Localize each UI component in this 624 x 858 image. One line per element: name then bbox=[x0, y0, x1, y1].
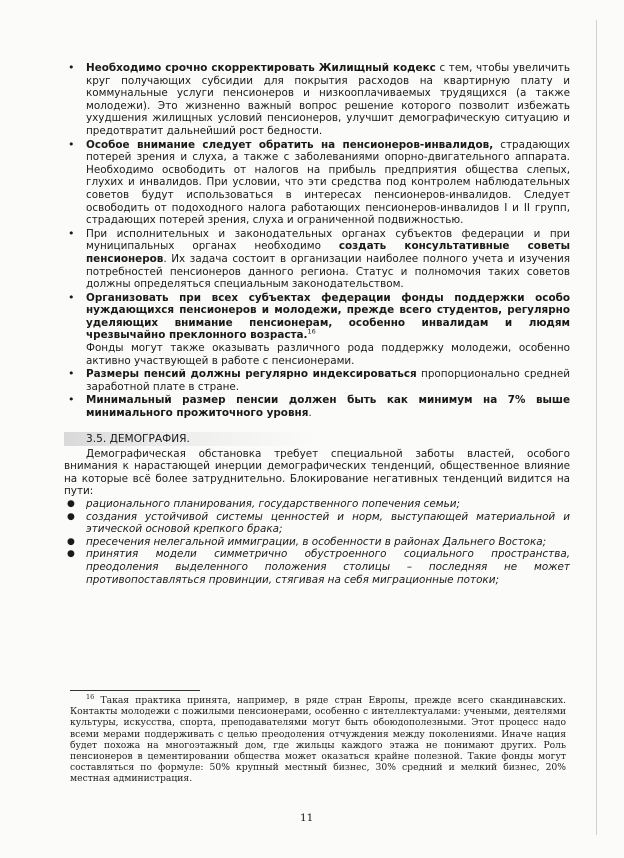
bullet-icon: ● bbox=[67, 549, 75, 560]
list-item bbox=[64, 548, 570, 586]
bold-lead: создать консультативные советы пенсионеров bbox=[86, 240, 570, 265]
item-text: принятия модели симметрично обустроенного социального пространства, преодоления выделенного положения столицы – последняя не может противопоставляться провинции, стягивая на себя миграционные потоки; bbox=[86, 548, 570, 586]
bullet-icon: • bbox=[68, 137, 75, 151]
bullet-icon: • bbox=[68, 393, 75, 407]
list-item bbox=[64, 368, 570, 393]
section-paragraph: Демографическая обстановка требует специальной заботы властей, особого внимания к нарастающей инерции демографических тенденций, общественное влияние на которые всё более затруднительно. Блокирование негативных тенденций видится на пути: bbox=[64, 447, 570, 498]
item-text: При исполнительных и законодательных органах субъектов федерации и при муниципальных органах необходимо bbox=[86, 227, 570, 253]
footnote-divider bbox=[70, 690, 200, 691]
footnote bbox=[70, 692, 566, 785]
bold-lead: Особое внимание следует обратить на пенсионеров-инвалидов, bbox=[86, 138, 494, 151]
bold-lead: Минимальный размер пенсии должен быть как минимум на 7% выше минимального прожиточного уровня bbox=[86, 394, 570, 420]
bullet-icon: • bbox=[68, 226, 75, 240]
list-item bbox=[64, 228, 570, 291]
list-item bbox=[64, 292, 570, 368]
item-text: рационального планирования, государственного попечения семьи; bbox=[86, 498, 460, 510]
recommendations-list bbox=[64, 62, 570, 420]
bullet-icon: • bbox=[68, 61, 75, 74]
measures-list bbox=[64, 498, 570, 586]
item-text: создания устойчивой системы ценностей и норм, выступающей материальной и этической основой крепкого брака; bbox=[86, 510, 570, 536]
bold-lead: Организовать при всех субъектах федерации фонды поддержки особо нуждающихся пенсионеров и молодежи, прежде всего студентов, регулярно уделяющих внимание пенсионерам, особенно инвалидам и людям чрезвычайно преклонного возраста. bbox=[86, 291, 570, 342]
item-text: пресечения нелегальной иммиграции, в особенности в районах Дальнего Востока; bbox=[86, 535, 547, 548]
list-item bbox=[64, 139, 570, 227]
page-number: 11 bbox=[300, 812, 314, 824]
list-item bbox=[64, 536, 570, 549]
bullet-icon: • bbox=[68, 367, 75, 381]
bold-lead: Размеры пенсий должны регулярно индексироваться bbox=[86, 368, 417, 381]
bullet-icon: ● bbox=[67, 499, 75, 509]
item-text: страдающих потерей зрения и слуха, а также с заболеваниями опорно-двигательного аппарата. Необходимо освободить от налогов на прибыль предприятия общества слепых, глухих и инвалидов. При условии, что эти средства под контролем наблюдательных советов будут использоваться в интересах пенсионеров-инвалидов. Следует освободить от подоходного налога работающих пенсионеров-инвалидов I и II групп, страдающих потерей зрения, слуха и ограниченной подвижностью. bbox=[86, 138, 570, 227]
item-text: . Их задача состоит в организации наиболее полного учета и изучения потребностей пенсионеров данного региона. Статус и полномочия таких советов должны определяться специальным законодательством. bbox=[86, 252, 570, 291]
footnote-text: Такая практика принята, например, в ряде стран Европы, прежде всего скандинавских. Контакты молодежи с пожилыми пенсионерами, особенно с интеллектуалами: учеными, деятелями культуры, искусства, спорта, преподавателями могут быть обоюдополезными. Этот процесс надо всеми мерами поддерживать с целью преодоления отчуждения между поколениями. Иначе нация будет похожа на многоэтажный дом, где жильцы каждого этажа не понимают других. Роль пенсионеров в цементировании общества может оказаться крайне полезной. Такие фонды могут составляться по формуле: 50% крупный местный бизнес, 30% средний и мелкий бизнес, 20% местная администрация. bbox=[70, 695, 566, 785]
list-item bbox=[64, 394, 570, 419]
main-content bbox=[64, 62, 570, 586]
item-text: . bbox=[308, 407, 312, 420]
list-item bbox=[64, 62, 570, 138]
bullet-icon: ● bbox=[67, 511, 75, 522]
bold-lead: Необходимо срочно скорректировать Жилищный кодекс bbox=[86, 62, 436, 74]
bullet-icon: ● bbox=[67, 536, 75, 547]
section-heading: 3.5. ДЕМОГРАФИЯ. bbox=[64, 432, 316, 446]
list-item bbox=[64, 511, 570, 536]
bullet-icon: • bbox=[68, 290, 75, 304]
item-note: Фонды могут также оказывать различного рода поддержку молодежи, особенно активно участвующей в работе с пенсионерами. bbox=[86, 342, 570, 367]
footnote-number: 16 bbox=[86, 692, 95, 701]
footnote-ref[interactable]: 16 bbox=[307, 328, 316, 336]
item-text: с тем, чтобы увеличить круг получающих субсидии для покрытия расходов на квартирную плату и коммунальные услуги пенсионеров и низкооплачиваемых трудящихся (а также молодежи). Это жизненно важный вопрос решение которого позволит избежать ухудшения жилищных условий пенсионеров, улучшит демографическую ситуацию и предотвратит дальнейший рост бедности. bbox=[86, 62, 570, 137]
item-text: пропорционально средней заработной плате в стране. bbox=[86, 368, 570, 393]
list-item bbox=[64, 498, 570, 511]
